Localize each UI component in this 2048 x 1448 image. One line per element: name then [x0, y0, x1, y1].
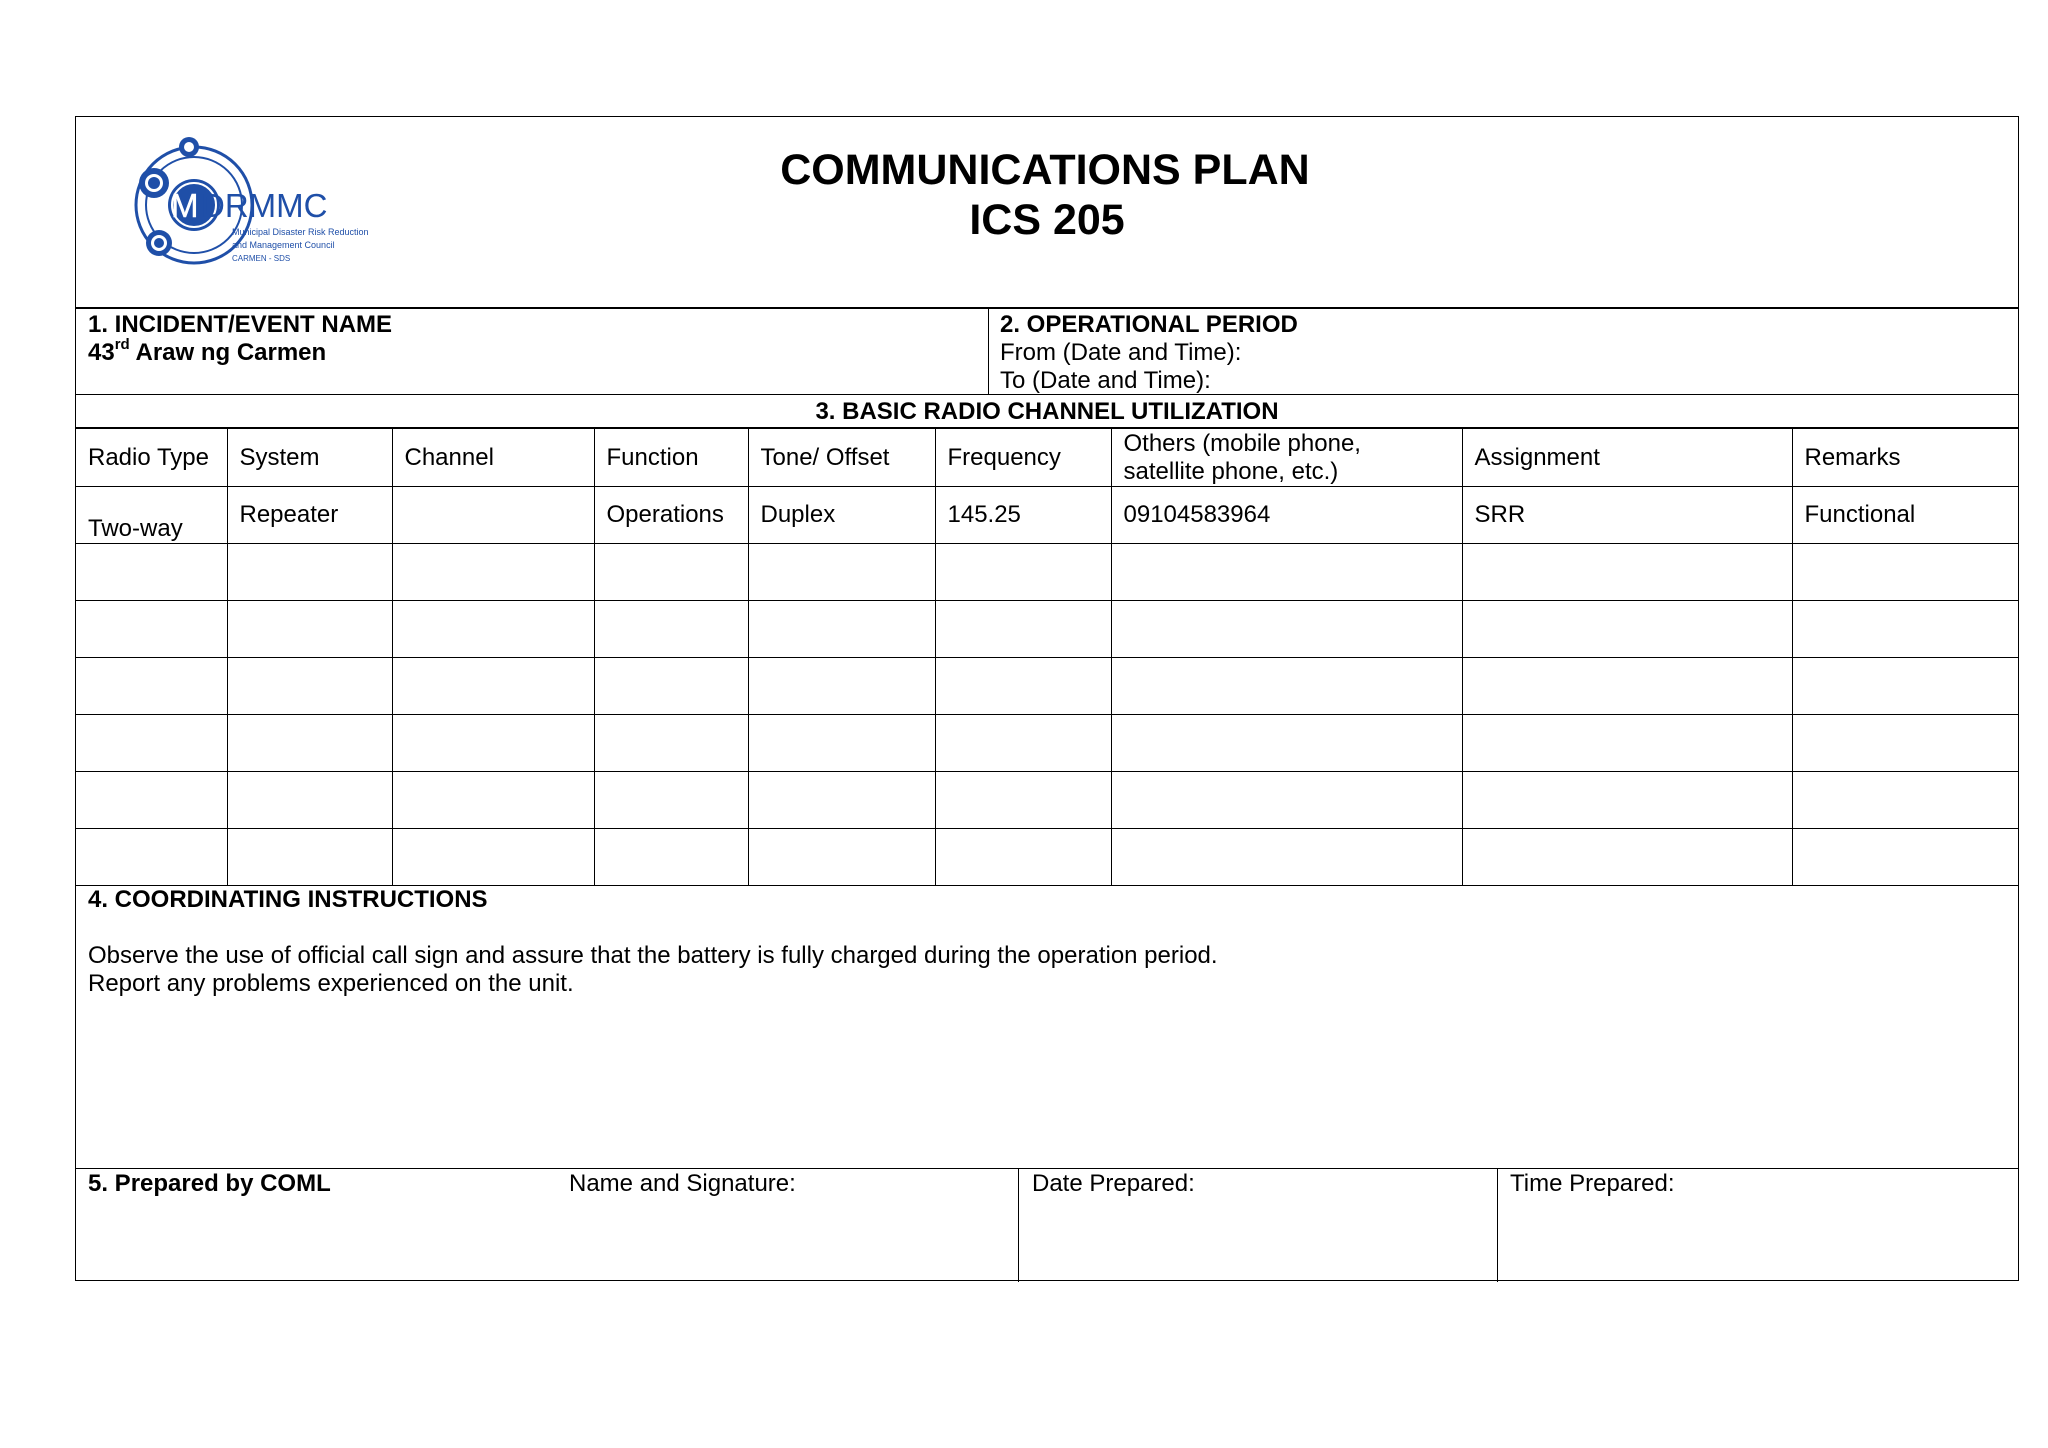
col-tone-offset: Tone/ Offset [748, 429, 935, 487]
cell-assignment[interactable] [1462, 715, 1792, 772]
cell-tone-offset[interactable] [748, 601, 935, 658]
cell-remarks[interactable] [1792, 658, 2018, 715]
cell-remarks[interactable] [1792, 772, 2018, 829]
name-signature-label: Name and Signature: [569, 1170, 796, 1197]
incident-row [76, 309, 2018, 395]
cell-frequency[interactable] [935, 772, 1111, 829]
title-line-1: COMMUNICATIONS PLAN [780, 146, 1310, 194]
cell-system[interactable] [227, 772, 392, 829]
cell-remarks[interactable] [1792, 601, 2018, 658]
cell-tone-offset[interactable] [748, 658, 935, 715]
incident-name-value: 43rd Araw ng Carmen [88, 336, 327, 366]
cell-remarks[interactable] [1792, 544, 2018, 601]
cell-tone-offset[interactable] [748, 772, 935, 829]
instruction-line-1: Observe the use of official call sign and assure that the battery is fully charged during the operation period. [88, 942, 1218, 969]
incident-name-label: 1. INCIDENT/EVENT NAME [88, 311, 393, 338]
logo-subtitle-1: Municipal Disaster Risk Reduction [232, 227, 369, 237]
col-channel: Channel [392, 429, 594, 487]
cell-assignment[interactable]: SRR [1462, 487, 1792, 544]
cell-assignment[interactable] [1462, 829, 1792, 886]
cell-radio-type[interactable] [76, 715, 227, 772]
col-radio-type: Radio Type [76, 429, 227, 487]
svg-text:DRMMC: DRMMC [201, 187, 328, 224]
col-remarks: Remarks [1792, 429, 2018, 487]
cell-remarks[interactable] [1792, 715, 2018, 772]
coordinating-label: 4. COORDINATING INSTRUCTIONS [88, 886, 488, 913]
cell-others[interactable] [1111, 772, 1462, 829]
cell-radio-type[interactable]: Two-way [76, 487, 227, 544]
cell-system[interactable] [227, 715, 392, 772]
cell-tone-offset[interactable] [748, 715, 935, 772]
table-header-row [76, 429, 2018, 487]
cell-frequency[interactable] [935, 715, 1111, 772]
operational-period-to: To (Date and Time): [1000, 367, 1211, 394]
title-line-2: ICS 205 [969, 196, 1125, 244]
cell-function[interactable] [594, 829, 748, 886]
operational-period-label: 2. OPERATIONAL PERIOD [1000, 311, 1298, 338]
time-prepared-label: Time Prepared: [1510, 1170, 1675, 1197]
table-row [76, 715, 2018, 772]
cell-radio-type[interactable] [76, 829, 227, 886]
incident-name-cell[interactable] [76, 309, 989, 394]
operational-period-cell[interactable] [989, 309, 2018, 394]
radio-channel-table [76, 428, 2018, 886]
cell-tone-offset[interactable] [748, 829, 935, 886]
cell-remarks[interactable]: Functional [1792, 487, 2018, 544]
cell-channel[interactable] [392, 658, 594, 715]
table-row [76, 658, 2018, 715]
cell-frequency[interactable] [935, 829, 1111, 886]
prepared-by-section [76, 1169, 2018, 1282]
table-row [76, 829, 2018, 886]
cell-radio-type[interactable] [76, 658, 227, 715]
col-function: Function [594, 429, 748, 487]
cell-frequency[interactable] [935, 601, 1111, 658]
date-prepared-label: Date Prepared: [1032, 1170, 1195, 1197]
cell-channel[interactable] [392, 715, 594, 772]
table-row [76, 487, 2018, 544]
cell-others[interactable] [1111, 829, 1462, 886]
cell-system[interactable]: Repeater [227, 487, 392, 544]
table-row [76, 601, 2018, 658]
cell-channel[interactable] [392, 772, 594, 829]
coordinating-instructions[interactable] [76, 886, 2018, 1169]
cell-tone-offset[interactable]: Duplex [748, 487, 935, 544]
radio-section-title: 3. BASIC RADIO CHANNEL UTILIZATION [76, 395, 2018, 428]
instruction-line-2: Report any problems experienced on the unit. [88, 970, 574, 997]
col-assignment: Assignment [1462, 429, 1792, 487]
cell-remarks[interactable] [1792, 829, 2018, 886]
form-header [76, 117, 2018, 309]
col-frequency: Frequency [935, 429, 1111, 487]
cell-function[interactable] [594, 715, 748, 772]
cell-function[interactable] [594, 658, 748, 715]
cell-channel[interactable] [392, 487, 594, 544]
logo-subtitle-3: CARMEN - SDS [232, 254, 291, 263]
cell-system[interactable] [227, 601, 392, 658]
cell-system[interactable] [227, 544, 392, 601]
cell-assignment[interactable] [1462, 772, 1792, 829]
cell-system[interactable] [227, 829, 392, 886]
cell-frequency[interactable] [935, 544, 1111, 601]
cell-others[interactable] [1111, 715, 1462, 772]
col-others: Others (mobile phone, satellite phone, etc.) [1111, 429, 1462, 487]
form-title [76, 145, 2018, 245]
cell-channel[interactable] [392, 544, 594, 601]
prepared-by-cell[interactable] [76, 1169, 1019, 1282]
cell-function[interactable]: Operations [594, 487, 748, 544]
cell-assignment[interactable] [1462, 658, 1792, 715]
cell-radio-type[interactable] [76, 544, 227, 601]
table-row [76, 544, 2018, 601]
cell-radio-type[interactable] [76, 772, 227, 829]
prepared-by-label: 5. Prepared by COML [88, 1170, 331, 1197]
cell-others[interactable] [1111, 544, 1462, 601]
date-prepared-cell[interactable] [1019, 1169, 1498, 1282]
table-row [76, 772, 2018, 829]
cell-frequency[interactable]: 145.25 [935, 487, 1111, 544]
cell-channel[interactable] [392, 829, 594, 886]
cell-function[interactable] [594, 544, 748, 601]
operational-period-from: From (Date and Time): [1000, 339, 1242, 366]
logo-subtitle-2: and Management Council [232, 240, 335, 250]
svg-text:M: M [171, 187, 199, 224]
time-prepared-cell[interactable] [1498, 1169, 2018, 1282]
cell-function[interactable] [594, 772, 748, 829]
cell-assignment[interactable] [1462, 601, 1792, 658]
cell-system[interactable] [227, 658, 392, 715]
cell-function[interactable] [594, 601, 748, 658]
communications-plan-form [75, 116, 2019, 1281]
cell-channel[interactable] [392, 601, 594, 658]
cell-others[interactable] [1111, 658, 1462, 715]
cell-radio-type[interactable] [76, 601, 227, 658]
cell-tone-offset[interactable] [748, 544, 935, 601]
col-system: System [227, 429, 392, 487]
cell-assignment[interactable] [1462, 544, 1792, 601]
cell-others[interactable] [1111, 601, 1462, 658]
cell-frequency[interactable] [935, 658, 1111, 715]
cell-others[interactable]: 09104583964 [1111, 487, 1462, 544]
